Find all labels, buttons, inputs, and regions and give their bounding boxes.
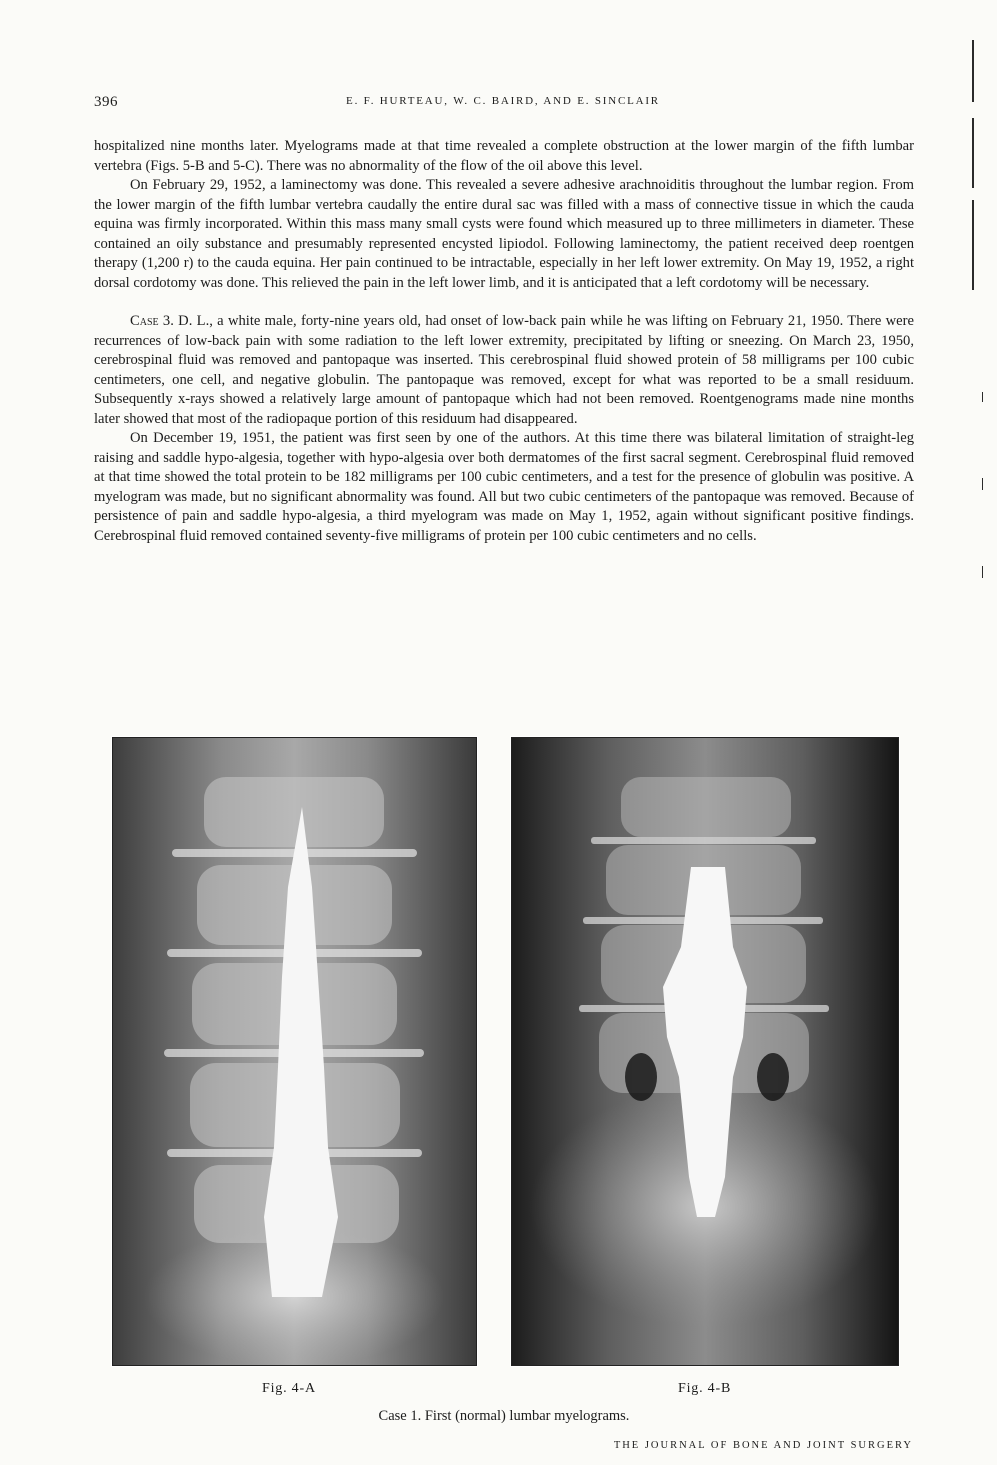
margin-mark bbox=[972, 118, 974, 188]
figure-4a-radiograph bbox=[111, 736, 478, 1367]
running-head: E. F. HURTEAU, W. C. BAIRD, AND E. SINCLAIR bbox=[346, 95, 660, 107]
case-label: Case 3. bbox=[130, 313, 174, 329]
page-header bbox=[94, 94, 912, 114]
margin-mark bbox=[972, 200, 974, 290]
margin-mark bbox=[972, 40, 974, 102]
margin-mark bbox=[982, 566, 983, 578]
figure-4b-label: Fig. 4-B bbox=[678, 1381, 732, 1396]
page-number: 396 bbox=[94, 94, 118, 110]
article-body bbox=[94, 137, 914, 546]
margin-mark bbox=[982, 478, 983, 490]
paragraph: On December 19, 1951, the patient was first seen by one of the authors. At this time there was bilateral limitation of straight-leg raising and saddle hypo-algesia, together with hypo-algesia over both dermatomes of the first sacral segment. Cerebrospinal fluid removed at that time showed the total protein to be 182 milligrams per 100 cubic centimeters, and a test for the presence of globulin was positive. A myelogram was made, but no significant abnormality was found. All but two cubic centimeters of the pantopaque was removed. Because of persistence of pain and saddle hypo-algesia, a third myelogram was made on May 1, 1952, again without significant positive findings. Cerebrospinal fluid removed contained seventy-five milligrams of protein per 100 cubic centimeters and no cells. bbox=[94, 430, 914, 544]
paragraph-case-3 bbox=[94, 312, 914, 429]
paragraph: On February 29, 1952, a laminectomy was done. This revealed a severe adhesive arachnoiditis throughout the lumbar region. From the lower margin of the fifth lumbar vertebra caudally the entire dural sac was filled with a mass of connective tissue in which the cauda equina was firmly incorporated. Within this mass many small cysts were found which measured up to three millimeters in diameter. These contained an oily substance and presumably represented encysted lipiodol. Following laminectomy, the patient received deep roentgen therapy (1,200 r) to the cauda equina. Her pain continued to be intractable, especially in her left lower extremity. On May 19, 1952, a right dorsal cordotomy was done. This relieved the pain in the left lower limb, and it is anticipated that a left cordotomy will be necessary. bbox=[94, 177, 914, 291]
figure-4a-label: Fig. 4-A bbox=[262, 1381, 316, 1396]
case-text: D. L., a white male, forty-nine years old, had onset of low-back pain while he was lifting on February 21, 1950. There were recurrences of low-back pain with some radiation to the left lower extremity, precipitated by lifting or sneezing. On March 23, 1950, cerebrospinal fluid was removed and pantopaque was inserted. This cerebrospinal fluid showed protein of 58 milligrams per 100 cubic centimeters, one cell, and negative globulin. The pantopaque was removed, except for what was reported to be a small residuum. Subsequently x-rays showed a relatively large amount of pantopaque which had not been removed. Roentgenograms made nine months later showed that most of the radiopaque portion of this residuum had disappeared. bbox=[94, 313, 914, 427]
journal-footer: THE JOURNAL OF BONE AND JOINT SURGERY bbox=[613, 1440, 913, 1451]
paragraph: hospitalized nine months later. Myelograms made at that time revealed a complete obstruction at the lower margin of the fifth lumbar vertebra (Figs. 5-B and 5-C). There was no abnormality of the flow of the oil above this level. bbox=[94, 138, 914, 174]
figure-4b-radiograph bbox=[510, 736, 900, 1367]
margin-mark bbox=[982, 392, 983, 402]
figure-caption: Case 1. First (normal) lumbar myelograms. bbox=[378, 1408, 630, 1424]
